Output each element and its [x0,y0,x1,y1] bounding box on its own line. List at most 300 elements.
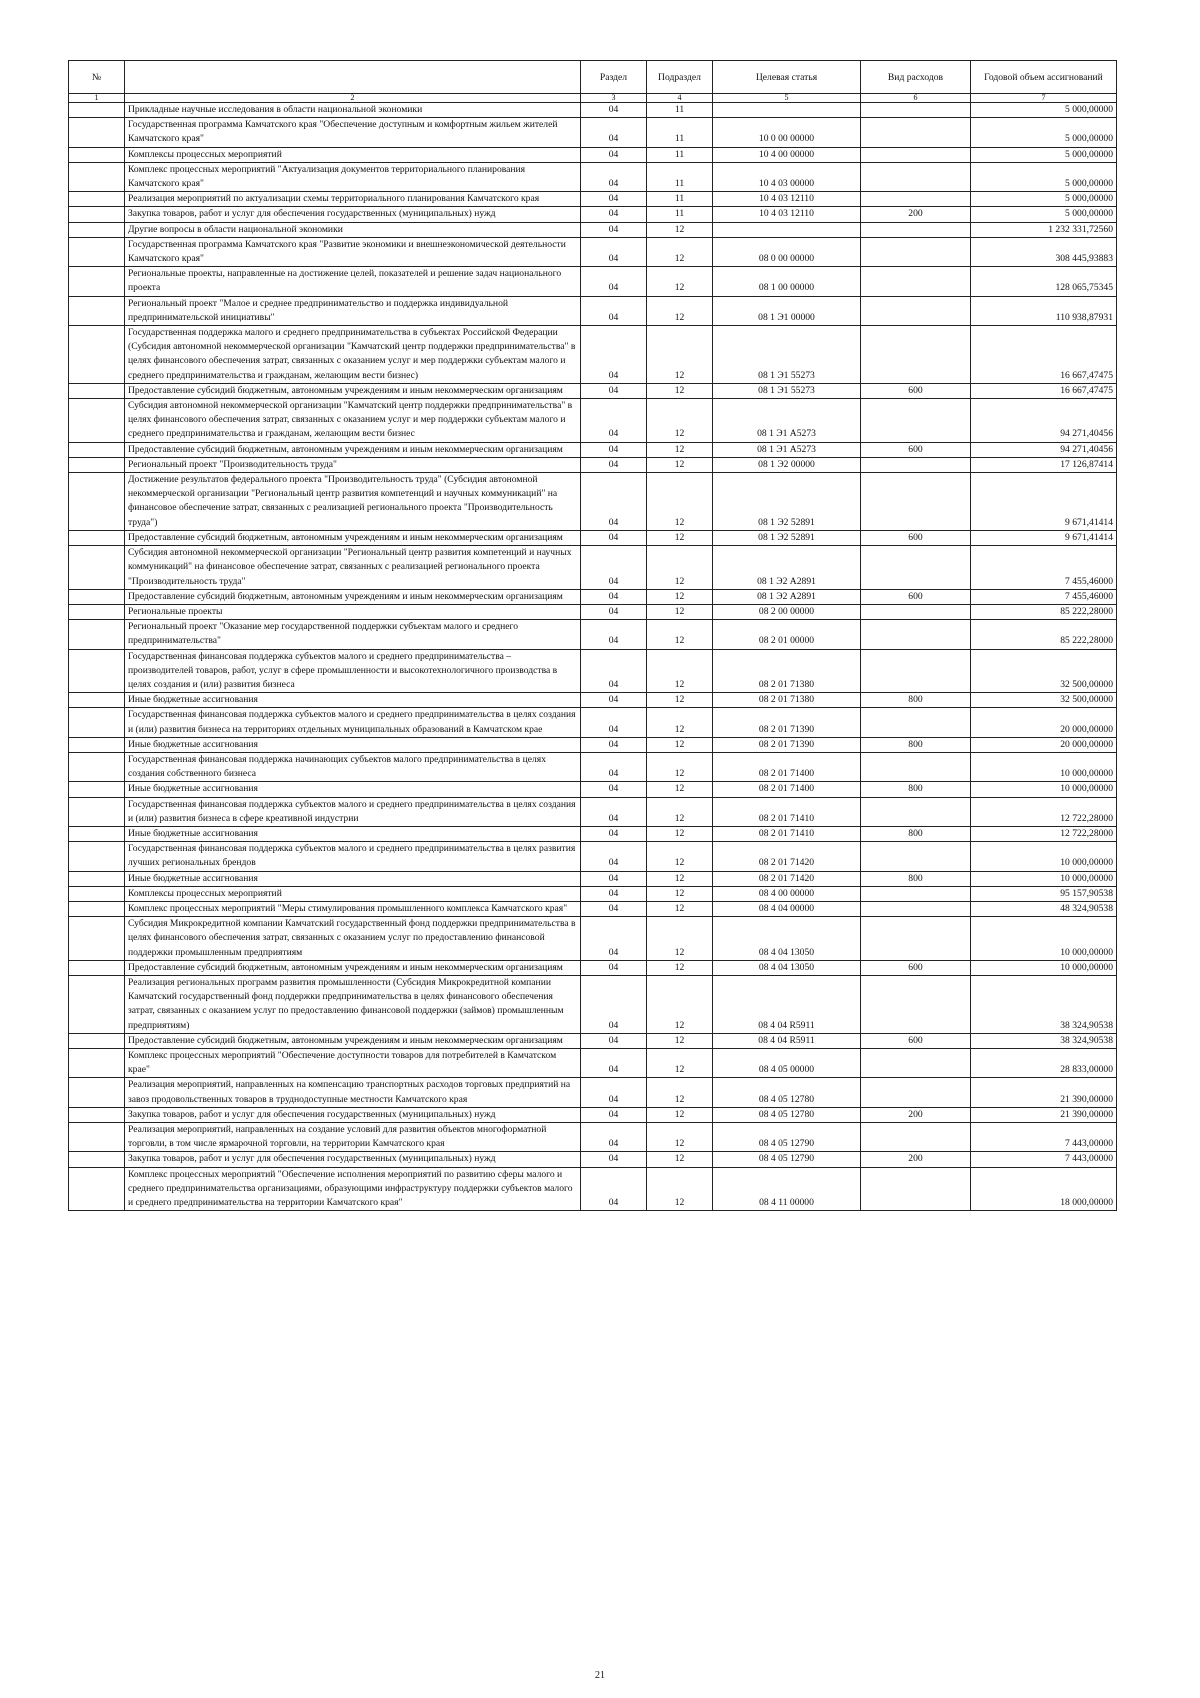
row-number-cell [69,901,125,916]
row-target-article-cell: 08 1 Э1 А5273 [713,442,861,457]
row-expense-type-cell [861,192,971,207]
row-target-article-cell: 08 2 01 71420 [713,842,861,871]
colnum-3: 3 [581,94,647,103]
row-podrazdel-cell: 12 [647,975,713,1033]
row-amount-cell: 12 722,28000 [971,797,1117,826]
row-razdel-cell: 04 [581,826,647,841]
row-name-cell: Закупка товаров, работ и услуг для обеспечения государственных (муниципальных) нужд [125,1107,581,1122]
header-podrazdel: Подраздел [647,61,713,94]
row-expense-type-cell [861,546,971,590]
table-row [69,222,1117,237]
row-number-cell [69,886,125,901]
table-row [69,975,1117,1033]
table-row [69,546,1117,590]
row-razdel-cell: 04 [581,207,647,222]
page-number: 21 [595,1670,605,1681]
table-row [69,118,1117,147]
row-amount-cell: 95 157,90538 [971,886,1117,901]
row-podrazdel-cell: 12 [647,383,713,398]
row-razdel-cell: 04 [581,871,647,886]
row-amount-cell: 7 455,46000 [971,546,1117,590]
row-name-cell: Государственная программа Камчатского края "Развитие экономики и внешнеэкономической деятельности Камчатского края" [125,237,581,266]
row-number-cell [69,1078,125,1107]
row-number-cell [69,147,125,162]
row-expense-type-cell [861,752,971,781]
row-amount-cell: 5 000,00000 [971,103,1117,118]
row-number-cell [69,546,125,590]
row-razdel-cell: 04 [581,162,647,191]
row-amount-cell: 10 000,00000 [971,917,1117,961]
table-row [69,383,1117,398]
row-expense-type-cell: 800 [861,826,971,841]
row-podrazdel-cell: 12 [647,960,713,975]
row-razdel-cell: 04 [581,797,647,826]
row-expense-type-cell [861,604,971,619]
row-expense-type-cell: 600 [861,589,971,604]
row-amount-cell: 9 671,41414 [971,530,1117,545]
row-expense-type-cell: 200 [861,1107,971,1122]
table-row [69,604,1117,619]
header-expense-type: Вид расходов [861,61,971,94]
row-podrazdel-cell: 12 [647,237,713,266]
row-name-cell: Комплекс процессных мероприятий "Обеспечение исполнения мероприятий по развитию сферы малого и среднего предпринимательства организациями, образующими инфраструктуру поддержки субъектов малого и среднего предпринимательства на территории Камчатского края" [125,1167,581,1211]
row-number-cell [69,162,125,191]
row-expense-type-cell [861,797,971,826]
row-number-cell [69,797,125,826]
row-name-cell: Реализация мероприятий, направленных на компенсацию транспортных расходов торговых предприятий на завоз продовольственных товаров в труднодоступные местности Камчатского края [125,1078,581,1107]
row-target-article-cell: 08 4 05 12780 [713,1107,861,1122]
row-amount-cell: 5 000,00000 [971,162,1117,191]
table-row [69,1152,1117,1167]
row-razdel-cell: 04 [581,383,647,398]
table-row [69,737,1117,752]
row-target-article-cell: 08 2 01 71390 [713,708,861,737]
row-name-cell: Иные бюджетные ассигнования [125,693,581,708]
table-row [69,649,1117,693]
row-target-article-cell: 08 4 04 R5911 [713,1033,861,1048]
row-amount-cell: 7 443,00000 [971,1152,1117,1167]
row-razdel-cell: 04 [581,1033,647,1048]
row-razdel-cell: 04 [581,1049,647,1078]
table-row [69,237,1117,266]
row-expense-type-cell [861,296,971,325]
row-expense-type-cell: 800 [861,693,971,708]
row-expense-type-cell [861,399,971,443]
row-target-article-cell: 08 2 01 71400 [713,782,861,797]
row-number-cell [69,649,125,693]
row-razdel-cell: 04 [581,1167,647,1211]
row-razdel-cell: 04 [581,620,647,649]
row-podrazdel-cell: 12 [647,620,713,649]
row-target-article-cell: 08 1 Э1 00000 [713,296,861,325]
row-number-cell [69,1049,125,1078]
row-number-cell [69,326,125,384]
row-number-cell [69,917,125,961]
table-row [69,782,1117,797]
row-number-cell [69,399,125,443]
table-row [69,192,1117,207]
colnum-4: 4 [647,94,713,103]
row-target-article-cell: 08 0 00 00000 [713,237,861,266]
row-expense-type-cell [861,901,971,916]
row-expense-type-cell [861,917,971,961]
row-podrazdel-cell: 12 [647,546,713,590]
row-amount-cell: 38 324,90538 [971,975,1117,1033]
colnum-5: 5 [713,94,861,103]
row-expense-type-cell [861,842,971,871]
row-expense-type-cell: 600 [861,530,971,545]
row-amount-cell: 5 000,00000 [971,192,1117,207]
row-amount-cell: 21 390,00000 [971,1078,1117,1107]
row-razdel-cell: 04 [581,118,647,147]
table-row [69,1123,1117,1152]
row-podrazdel-cell: 12 [647,826,713,841]
row-number-cell [69,871,125,886]
row-podrazdel-cell: 12 [647,1049,713,1078]
row-target-article-cell: 08 1 Э2 А2891 [713,589,861,604]
table-row [69,147,1117,162]
row-podrazdel-cell: 11 [647,103,713,118]
table-row [69,620,1117,649]
row-name-cell: Субсидия автономной некоммерческой организации "Региональный центр развития компетенций и научных коммуникаций" на финансовое обеспечение затрат, связанных с реализацией регионального проекта "Производительность труда" [125,546,581,590]
row-number-cell [69,237,125,266]
row-amount-cell: 85 222,28000 [971,604,1117,619]
row-number-cell [69,1107,125,1122]
row-razdel-cell: 04 [581,842,647,871]
row-amount-cell: 7 455,46000 [971,589,1117,604]
row-name-cell: Субсидия автономной некоммерческой организации "Камчатский центр поддержки предпринимательства" в целях финансового обеспечения затрат, связанных с оказанием услуг и мер поддержки субъектам малого и среднего предпринимательства и гражданам, желающим вести бизнес [125,399,581,443]
row-razdel-cell: 04 [581,326,647,384]
row-name-cell: Другие вопросы в области национальной экономики [125,222,581,237]
row-expense-type-cell [861,326,971,384]
row-target-article-cell: 10 4 03 00000 [713,162,861,191]
row-target-article-cell: 08 4 11 00000 [713,1167,861,1211]
row-podrazdel-cell: 12 [647,296,713,325]
row-amount-cell: 17 126,87414 [971,457,1117,472]
row-podrazdel-cell: 12 [647,708,713,737]
row-expense-type-cell [861,1167,971,1211]
row-number-cell [69,296,125,325]
row-number-cell [69,383,125,398]
row-number-cell [69,620,125,649]
row-name-cell: Государственная финансовая поддержка субъектов малого и среднего предпринимательства в целях развития лучших региональных брендов [125,842,581,871]
table-row [69,960,1117,975]
row-number-cell [69,442,125,457]
table-row [69,693,1117,708]
row-name-cell: Закупка товаров, работ и услуг для обеспечения государственных (муниципальных) нужд [125,1152,581,1167]
header-target-article: Целевая статья [713,61,861,94]
row-amount-cell: 110 938,87931 [971,296,1117,325]
row-name-cell: Комплексы процессных мероприятий [125,147,581,162]
table-row [69,1033,1117,1048]
table-row [69,457,1117,472]
row-name-cell: Достижение результатов федерального проекта "Производительность труда" (Субсидия автономной некоммерческой организации "Региональный центр развития компетенций и научных коммуникаций" на финансовое обеспечение затрат, связанных с реализацией регионального проекта "Производительность труда") [125,473,581,531]
row-razdel-cell: 04 [581,917,647,961]
row-name-cell: Комплексы процессных мероприятий [125,886,581,901]
row-name-cell: Субсидия Микрокредитной компании Камчатский государственный фонд поддержки предпринимательства в целях финансового обеспечения затрат, связанных с оказанием услуг по предоставлению финансовой поддержки промышленным предприятиям [125,917,581,961]
row-razdel-cell: 04 [581,782,647,797]
row-podrazdel-cell: 12 [647,1078,713,1107]
row-expense-type-cell: 800 [861,737,971,752]
row-target-article-cell: 08 4 05 00000 [713,1049,861,1078]
row-number-cell [69,960,125,975]
row-target-article-cell: 08 2 01 71420 [713,871,861,886]
row-razdel-cell: 04 [581,693,647,708]
row-razdel-cell: 04 [581,442,647,457]
row-amount-cell: 94 271,40456 [971,399,1117,443]
row-name-cell: Региональный проект "Малое и среднее предпринимательство и поддержка индивидуальной предпринимательской инициативы" [125,296,581,325]
row-expense-type-cell [861,103,971,118]
row-name-cell: Региональные проекты, направленные на достижение целей, показателей и решение задач национального проекта [125,267,581,296]
row-number-cell [69,693,125,708]
table-row [69,442,1117,457]
table-row [69,752,1117,781]
table-row [69,162,1117,191]
row-podrazdel-cell: 12 [647,589,713,604]
row-name-cell: Государственная программа Камчатского края "Обеспечение доступным и комфортным жильем жителей Камчатского края" [125,118,581,147]
row-expense-type-cell [861,1123,971,1152]
table-row [69,708,1117,737]
row-name-cell: Предоставление субсидий бюджетным, автономным учреждениям и иным некоммерческим организациям [125,530,581,545]
row-target-article-cell: 08 4 00 00000 [713,886,861,901]
row-expense-type-cell [861,473,971,531]
row-podrazdel-cell: 12 [647,917,713,961]
row-razdel-cell: 04 [581,473,647,531]
row-razdel-cell: 04 [581,222,647,237]
row-amount-cell: 94 271,40456 [971,442,1117,457]
row-target-article-cell: 08 2 01 71380 [713,649,861,693]
header-number: № [69,61,125,94]
row-target-article-cell: 08 2 01 00000 [713,620,861,649]
colnum-7: 7 [971,94,1117,103]
row-amount-cell: 5 000,00000 [971,118,1117,147]
row-target-article-cell: 08 1 Э2 А2891 [713,546,861,590]
row-expense-type-cell: 600 [861,442,971,457]
row-number-cell [69,737,125,752]
row-podrazdel-cell: 12 [647,693,713,708]
row-podrazdel-cell: 12 [647,442,713,457]
header-name [125,61,581,94]
row-razdel-cell: 04 [581,399,647,443]
row-target-article-cell: 08 1 Э2 52891 [713,530,861,545]
row-expense-type-cell [861,162,971,191]
row-podrazdel-cell: 11 [647,118,713,147]
row-name-cell: Реализация мероприятий по актуализации схемы территориального планирования Камчатского края [125,192,581,207]
row-razdel-cell: 04 [581,737,647,752]
row-amount-cell: 128 065,75345 [971,267,1117,296]
row-expense-type-cell [861,620,971,649]
row-target-article-cell: 10 0 00 00000 [713,118,861,147]
row-target-article-cell: 08 1 Э2 00000 [713,457,861,472]
row-target-article-cell: 08 4 04 13050 [713,917,861,961]
row-number-cell [69,1152,125,1167]
row-podrazdel-cell: 12 [647,1152,713,1167]
row-amount-cell: 10 000,00000 [971,871,1117,886]
row-razdel-cell: 04 [581,960,647,975]
colnum-6: 6 [861,94,971,103]
colnum-2: 2 [125,94,581,103]
row-target-article-cell: 08 2 01 71410 [713,826,861,841]
row-podrazdel-cell: 12 [647,399,713,443]
row-target-article-cell: 08 1 Э2 52891 [713,473,861,531]
row-number-cell [69,589,125,604]
row-razdel-cell: 04 [581,1078,647,1107]
row-amount-cell: 28 833,00000 [971,1049,1117,1078]
row-number-cell [69,473,125,531]
row-expense-type-cell: 600 [861,1033,971,1048]
row-target-article-cell: 08 4 04 R5911 [713,975,861,1033]
row-razdel-cell: 04 [581,649,647,693]
row-name-cell: Региональный проект "Оказание мер государственной поддержки субъектам малого и среднего предпринимательства" [125,620,581,649]
row-expense-type-cell: 200 [861,1152,971,1167]
row-number-cell [69,207,125,222]
row-podrazdel-cell: 12 [647,871,713,886]
row-name-cell: Комплекс процессных мероприятий "Обеспечение доступности товаров для потребителей в Камчатском крае" [125,1049,581,1078]
row-number-cell [69,267,125,296]
row-name-cell: Государственная финансовая поддержка субъектов малого и среднего предпринимательства в целях создания и (или) развития бизнеса на территориях отдельных муниципальных образований в Камчатском крае [125,708,581,737]
row-target-article-cell: 08 1 Э1 А5273 [713,399,861,443]
table-row [69,826,1117,841]
table-row [69,399,1117,443]
table-row [69,103,1117,118]
row-target-article-cell: 08 4 04 13050 [713,960,861,975]
row-razdel-cell: 04 [581,546,647,590]
row-razdel-cell: 04 [581,1152,647,1167]
row-amount-cell: 20 000,00000 [971,737,1117,752]
row-razdel-cell: 04 [581,267,647,296]
row-podrazdel-cell: 12 [647,604,713,619]
row-razdel-cell: 04 [581,192,647,207]
row-name-cell: Государственная поддержка малого и среднего предпринимательства в субъектах Российской Федерации (Субсидия автономной некоммерческой организации "Камчатский центр поддержки предпринимательства" в целях финансового обеспечения затрат, связанных с оказанием услуг и мер поддержки субъектам малого и среднего предпринимательства и гражданам, желающим вести бизнес) [125,326,581,384]
row-number-cell [69,826,125,841]
row-amount-cell: 308 445,93883 [971,237,1117,266]
row-expense-type-cell [861,886,971,901]
row-name-cell: Реализация мероприятий, направленных на создание условий для развития объектов многоформатной торговли, в том числе ярмарочной торговли, на территории Камчатского края [125,1123,581,1152]
row-number-cell [69,752,125,781]
row-target-article-cell: 08 2 01 71380 [713,693,861,708]
row-expense-type-cell [861,118,971,147]
table-row [69,901,1117,916]
row-podrazdel-cell: 12 [647,797,713,826]
budget-page [68,60,1116,1211]
row-target-article-cell: 10 4 03 12110 [713,192,861,207]
row-target-article-cell: 08 2 01 71400 [713,752,861,781]
table-row [69,473,1117,531]
row-expense-type-cell: 200 [861,207,971,222]
row-target-article-cell: 08 4 05 12780 [713,1078,861,1107]
row-amount-cell: 10 000,00000 [971,842,1117,871]
row-target-article-cell: 08 2 01 71390 [713,737,861,752]
table-body [69,103,1117,1211]
table-row [69,1078,1117,1107]
row-number-cell [69,975,125,1033]
budget-table [68,60,1117,1211]
row-name-cell: Прикладные научные исследования в области национальной экономики [125,103,581,118]
table-row [69,530,1117,545]
row-razdel-cell: 04 [581,752,647,781]
header-row [69,61,1117,94]
row-amount-cell: 18 000,00000 [971,1167,1117,1211]
row-name-cell: Предоставление субсидий бюджетным, автономным учреждениям и иным некоммерческим организациям [125,383,581,398]
row-amount-cell: 9 671,41414 [971,473,1117,531]
row-amount-cell: 20 000,00000 [971,708,1117,737]
row-podrazdel-cell: 12 [647,530,713,545]
row-name-cell: Иные бюджетные ассигнования [125,782,581,797]
header-annual-amount: Годовой объем ассигнований [971,61,1117,94]
row-target-article-cell: 08 1 00 00000 [713,267,861,296]
row-number-cell [69,782,125,797]
row-podrazdel-cell: 12 [647,649,713,693]
row-name-cell: Предоставление субсидий бюджетным, автономным учреждениям и иным некоммерческим организациям [125,589,581,604]
row-expense-type-cell [861,147,971,162]
row-podrazdel-cell: 12 [647,901,713,916]
row-name-cell: Иные бюджетные ассигнования [125,871,581,886]
row-expense-type-cell [861,649,971,693]
table-row [69,589,1117,604]
row-number-cell [69,222,125,237]
table-row [69,917,1117,961]
row-podrazdel-cell: 12 [647,1033,713,1048]
row-amount-cell: 21 390,00000 [971,1107,1117,1122]
row-expense-type-cell [861,267,971,296]
row-number-cell [69,530,125,545]
row-name-cell: Комплекс процессных мероприятий "Меры стимулирования промышленного комплекса Камчатского края" [125,901,581,916]
row-name-cell: Государственная финансовая поддержка начинающих субъектов малого предпринимательства в целях создания собственного бизнеса [125,752,581,781]
row-number-cell [69,1033,125,1048]
row-number-cell [69,708,125,737]
row-podrazdel-cell: 12 [647,737,713,752]
row-number-cell [69,1167,125,1211]
row-podrazdel-cell: 12 [647,222,713,237]
row-podrazdel-cell: 12 [647,473,713,531]
row-number-cell [69,842,125,871]
column-number-row [69,94,1117,103]
row-target-article-cell: 08 2 01 71410 [713,797,861,826]
row-razdel-cell: 04 [581,103,647,118]
row-name-cell: Закупка товаров, работ и услуг для обеспечения государственных (муниципальных) нужд [125,207,581,222]
row-name-cell: Региональный проект "Производительность труда" [125,457,581,472]
table-row [69,1049,1117,1078]
row-number-cell [69,604,125,619]
row-podrazdel-cell: 12 [647,1107,713,1122]
row-name-cell: Комплекс процессных мероприятий "Актуализация документов территориального планирования Камчатского края" [125,162,581,191]
row-expense-type-cell: 800 [861,871,971,886]
row-expense-type-cell [861,1049,971,1078]
row-razdel-cell: 04 [581,901,647,916]
row-razdel-cell: 04 [581,1107,647,1122]
row-podrazdel-cell: 12 [647,457,713,472]
row-number-cell [69,1123,125,1152]
row-razdel-cell: 04 [581,975,647,1033]
row-expense-type-cell [861,237,971,266]
row-name-cell: Предоставление субсидий бюджетным, автономным учреждениям и иным некоммерческим организациям [125,1033,581,1048]
table-row [69,326,1117,384]
row-amount-cell: 5 000,00000 [971,147,1117,162]
row-expense-type-cell: 800 [861,782,971,797]
row-expense-type-cell [861,222,971,237]
row-target-article-cell [713,222,861,237]
row-amount-cell: 5 000,00000 [971,207,1117,222]
row-podrazdel-cell: 12 [647,326,713,384]
row-amount-cell: 85 222,28000 [971,620,1117,649]
row-razdel-cell: 04 [581,604,647,619]
row-number-cell [69,192,125,207]
row-amount-cell: 38 324,90538 [971,1033,1117,1048]
row-target-article-cell: 10 4 00 00000 [713,147,861,162]
row-name-cell: Государственная финансовая поддержка субъектов малого и среднего предпринимательства в целях создания и (или) развития бизнеса в сфере креативной индустрии [125,797,581,826]
table-row [69,1107,1117,1122]
row-podrazdel-cell: 12 [647,752,713,781]
